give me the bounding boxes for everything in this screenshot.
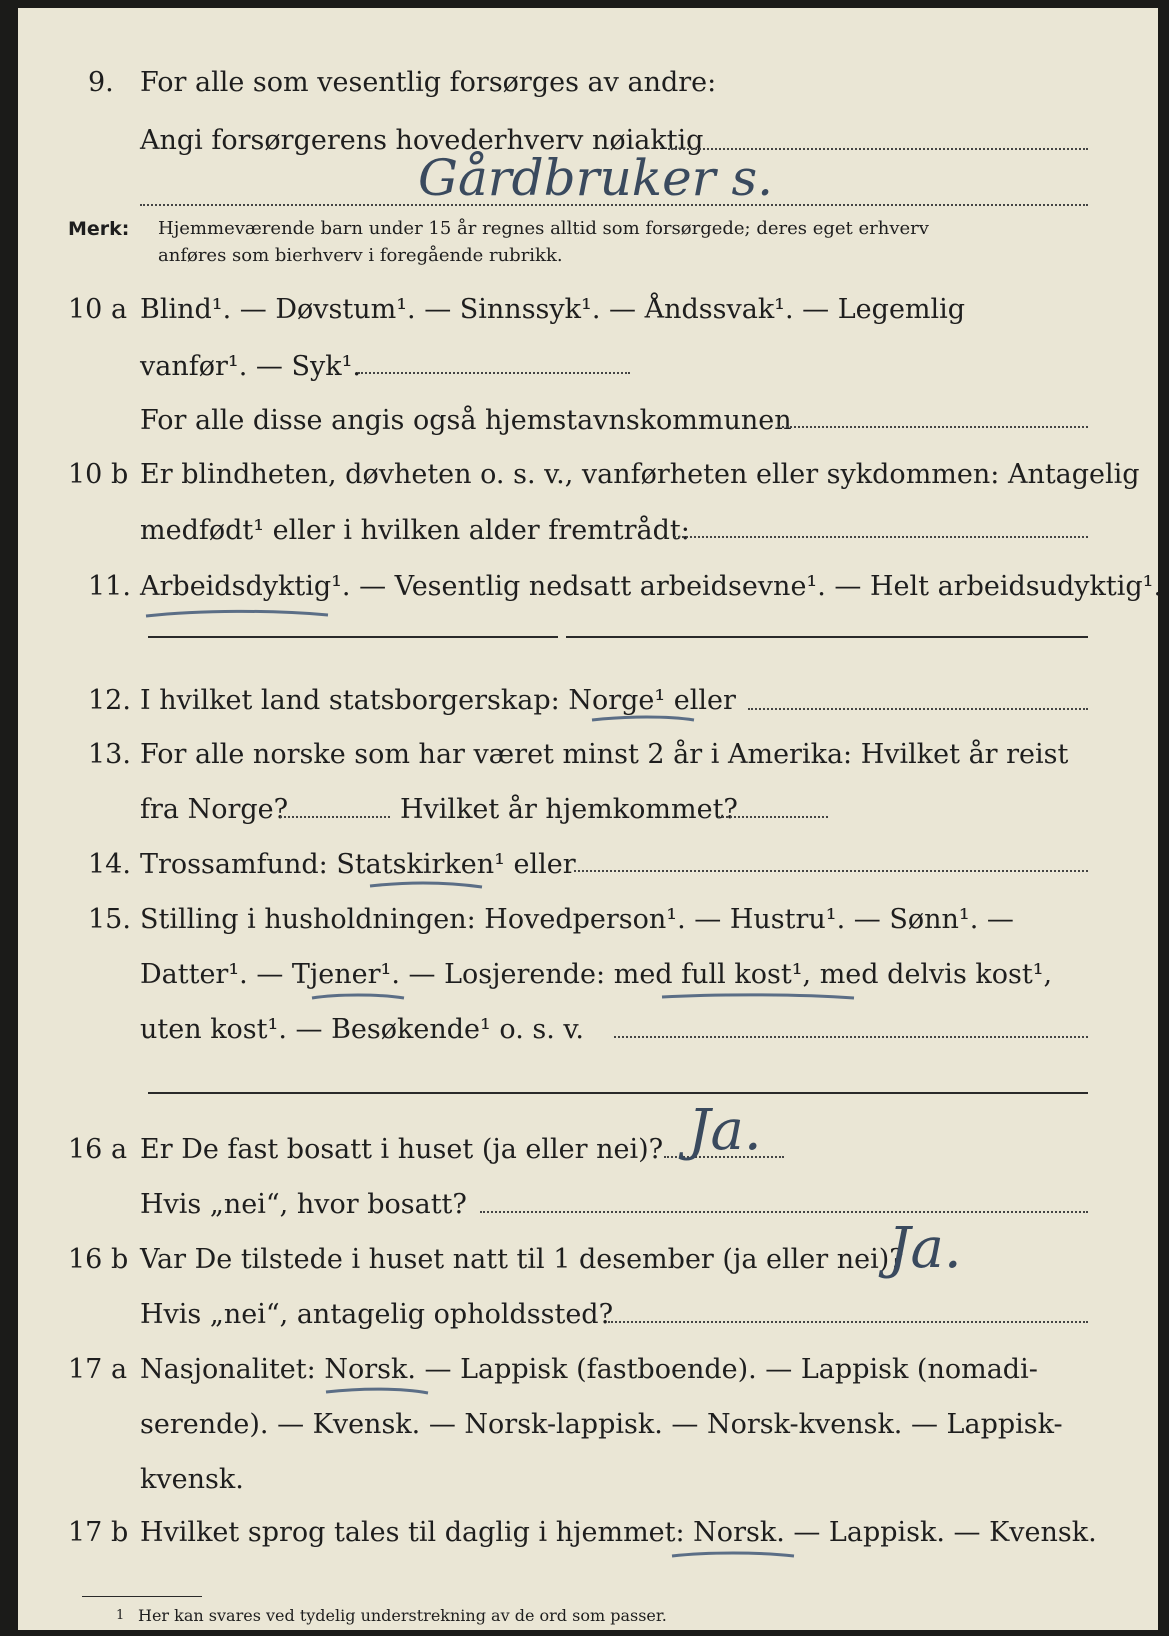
q17b-question: Hvilket sprog tales til daglig i hjemmet: Norsk. — Lappisk. — Kvensk.	[140, 1517, 1097, 1548]
footnote-mark: 1	[116, 1608, 125, 1623]
q10a-number: 10 a	[68, 294, 128, 325]
q15-answer-line	[148, 1092, 1088, 1094]
merk-note-line2: anføres som bierhverv i foregående rubrikk.	[158, 245, 563, 266]
q9-question: For alle som vesentlig forsørges av andre:	[140, 67, 717, 98]
q16a-number: 16 a	[68, 1134, 128, 1165]
q16a-handwritten-answer: Ja.	[688, 1098, 762, 1163]
q9-question-line2: Angi forsørgerens hovederhverv nøiaktig	[140, 125, 704, 156]
q15-underline-mark-1	[308, 990, 408, 1004]
q11-question: Arbeidsdyktig¹. — Vesentlig nedsatt arbeidsevne¹. — Helt arbeidsudyktig¹.	[140, 571, 1163, 602]
q11-answer-line-right	[566, 636, 1088, 638]
q16b-question: Var De tilstede i huset natt til 1 desember (ja eller nei)?	[140, 1244, 904, 1275]
q10a-dots1	[358, 372, 630, 374]
q13-question: For alle norske som har været minst 2 år i Amerika: Hvilket år reist	[140, 739, 1069, 770]
q12-number: 12.	[88, 685, 131, 716]
q13-number: 13.	[88, 739, 131, 770]
q11-answer-line-left	[148, 636, 558, 638]
q10a-question-line3: For alle disse angis også hjemstavnskommunen	[140, 405, 792, 436]
q12-dots	[748, 708, 1088, 710]
q14-question: Trossamfund: Statskirken¹ eller	[140, 849, 576, 880]
q16a-question-line2: Hvis „nei“, hvor bosatt?	[140, 1189, 467, 1220]
q10b-question-line2: medfødt¹ eller i hvilken alder fremtrådt:	[140, 515, 690, 546]
q9-handwritten-answer: Gårdbruker s.	[418, 149, 774, 207]
q15-number: 15.	[88, 904, 131, 935]
q10a-question: Blind¹. — Døvstum¹. — Sinnssyk¹. — Åndssvak¹. — Legemlig	[140, 294, 966, 325]
q17a-number: 17 a	[68, 1354, 128, 1385]
q9-answer-line	[140, 204, 1088, 206]
q16b-handwritten-answer: Ja.	[888, 1216, 962, 1281]
census-form-page	[18, 8, 1163, 1630]
q11-number: 11.	[88, 571, 131, 602]
q15-underline-mark-2	[658, 990, 858, 1004]
q12-underline-mark	[588, 712, 698, 726]
merk-label: Merk:	[68, 218, 130, 240]
q10a-dots2	[778, 426, 1088, 428]
footnote-text: Her kan svares ved tydelig understrekning av de ord som passer.	[138, 1606, 667, 1625]
q14-number: 14.	[88, 849, 131, 880]
q13-question-line2a: fra Norge?	[140, 794, 289, 825]
q10b-number: 10 b	[68, 459, 129, 490]
q10a-question-line2: vanfør¹. — Syk¹.	[140, 351, 361, 382]
q13-question-line2b: Hvilket år hjemkommet?	[400, 794, 738, 825]
q15-question-line2: Datter¹. — Tjener¹. — Losjerende: med full kost¹, med delvis kost¹,	[140, 959, 1053, 990]
q17b-underline-mark	[668, 1548, 798, 1562]
q14-underline-mark	[366, 878, 486, 892]
q16a-dots2	[480, 1211, 1088, 1213]
q12-question: I hvilket land statsborgerskap: Norge¹ eller	[140, 685, 736, 716]
q17a-underline-mark	[322, 1384, 432, 1398]
q13-dots2	[718, 816, 828, 818]
q11-underline-mark	[142, 606, 332, 622]
q9-number: 9.	[88, 67, 114, 98]
q13-dots1	[280, 816, 390, 818]
q16b-dots	[608, 1321, 1088, 1323]
q15-dots	[614, 1036, 1088, 1038]
q16a-question: Er De fast bosatt i huset (ja eller nei)?	[140, 1134, 664, 1165]
q15-question: Stilling i husholdningen: Hovedperson¹. — Hustru¹. — Sønn¹. —	[140, 904, 1014, 935]
q17a-question-line3: kvensk.	[140, 1464, 244, 1495]
q15-question-line3: uten kost¹. — Besøkende¹ o. s. v.	[140, 1014, 585, 1045]
q17b-number: 17 b	[68, 1517, 129, 1548]
q16b-number: 16 b	[68, 1244, 129, 1275]
footnote-separator	[82, 1596, 202, 1597]
q17a-question: Nasjonalitet: Norsk. — Lappisk (fastboende). — Lappisk (nomadi-	[140, 1354, 1038, 1385]
merk-note-line1: Hjemmeværende barn under 15 år regnes alltid som forsørgede; deres eget erhverv	[158, 218, 929, 239]
q16b-question-line2: Hvis „nei“, antagelig opholdssted?	[140, 1299, 614, 1330]
q14-dots	[574, 870, 1088, 872]
q10b-question: Er blindheten, døvheten o. s. v., vanførheten eller sykdommen: Antagelig	[140, 459, 1140, 490]
q17a-question-line2: serende). — Kvensk. — Norsk-lappisk. — Norsk-kvensk. — Lappisk-	[140, 1409, 1063, 1440]
q10b-dots	[674, 536, 1088, 538]
